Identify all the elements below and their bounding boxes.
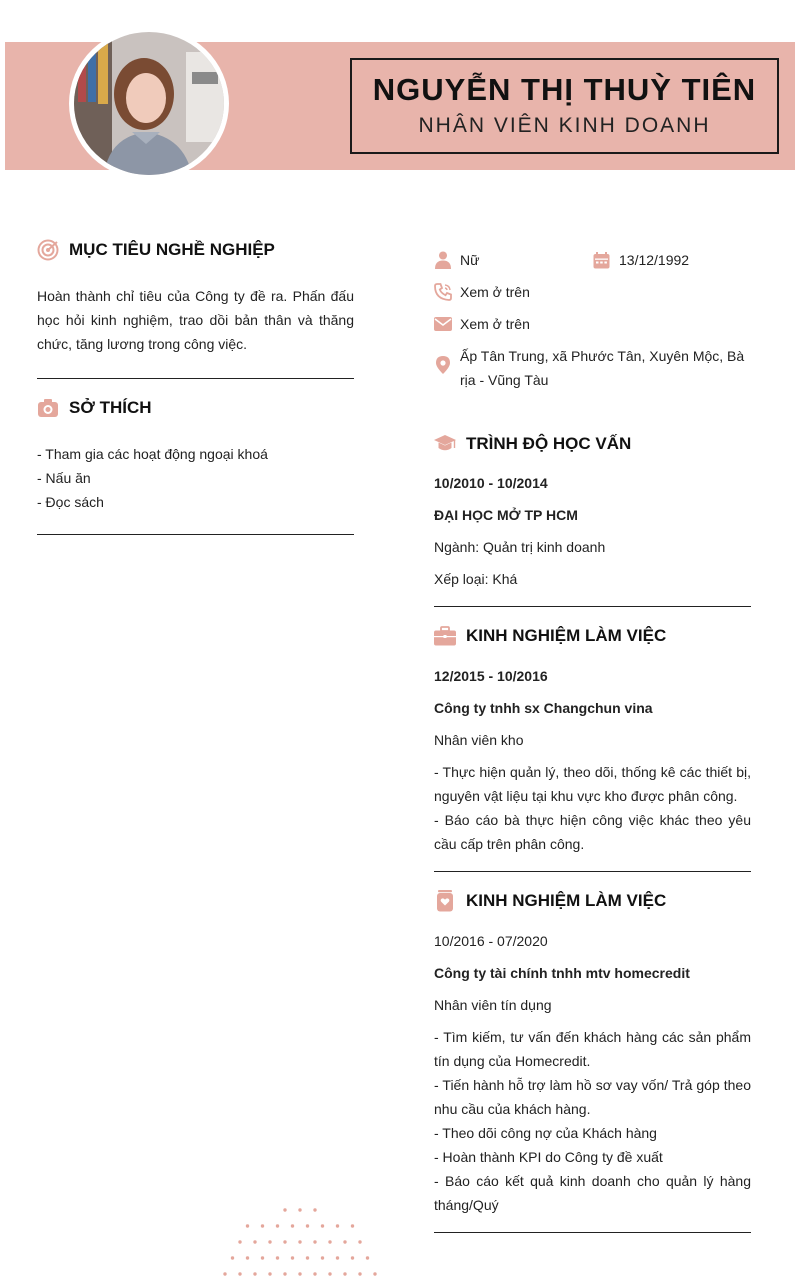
decorative-dot-pattern — [205, 1205, 395, 1288]
jar-heart-icon — [434, 890, 456, 912]
list-item: - Nấu ăn — [37, 470, 91, 486]
decorative-dot — [336, 1256, 339, 1259]
education-grade: Xếp loại: Khá — [434, 571, 518, 587]
decorative-dot — [231, 1256, 234, 1259]
location-pin-icon — [434, 356, 452, 374]
career-goal-heading-row — [37, 237, 354, 263]
experience-1-duties — [434, 760, 751, 856]
divider — [434, 606, 751, 607]
decorative-dot — [328, 1272, 331, 1275]
decorative-dot — [313, 1272, 316, 1275]
decorative-dot — [358, 1272, 361, 1275]
list-item: - Thực hiện quản lý, theo dõi, thống kê các thiết bị, nguyên vật liệu tại khu vực kho được phân công. — [434, 764, 751, 804]
decorative-dot — [328, 1240, 331, 1243]
divider — [434, 1232, 751, 1233]
phone-icon — [434, 283, 452, 301]
email-item — [434, 312, 751, 336]
decorative-dot — [283, 1240, 286, 1243]
phone-value: Xem ở trên — [460, 284, 530, 300]
education-heading: TRÌNH ĐỘ HỌC VẤN — [466, 434, 632, 453]
decorative-dot — [313, 1240, 316, 1243]
divider — [434, 871, 751, 872]
decorative-dot — [313, 1208, 316, 1211]
left-column — [37, 237, 354, 535]
decorative-dot — [321, 1224, 324, 1227]
career-goal-text: Hoàn thành chỉ tiêu của Công ty đề ra. Phấn đấu học hỏi kinh nghiệm, trao dồi bản thân và thăng chức, tăng lương trong công việc. — [37, 288, 354, 352]
person-icon — [434, 251, 452, 269]
decorative-dot — [306, 1224, 309, 1227]
experience-2-position: Nhân viên tín dụng — [434, 997, 552, 1013]
hobbies-heading-row — [37, 395, 354, 421]
candidate-name: NGUYỄN THỊ THUỲ TIÊN — [372, 72, 757, 107]
decorative-dot — [223, 1272, 226, 1275]
job-title: NHÂN VIÊN KINH DOANH — [418, 114, 711, 137]
experience-1-position: Nhân viên kho — [434, 732, 524, 748]
avatar — [69, 27, 229, 180]
decorative-dot — [298, 1208, 301, 1211]
decorative-dot — [373, 1272, 376, 1275]
decorative-dot — [291, 1224, 294, 1227]
experience-2-heading: KINH NGHIỆM LÀM VIỆC — [466, 891, 667, 910]
experience-2-company: Công ty tài chính tnhh mtv homecredit — [434, 965, 690, 981]
decorative-dot — [246, 1224, 249, 1227]
address-value: Ấp Tân Trung, xã Phước Tân, Xuyên Mộc, Bà rịa - Vũng Tàu — [460, 348, 745, 388]
divider — [37, 378, 354, 379]
decorative-dot — [336, 1224, 339, 1227]
decorative-dot — [246, 1256, 249, 1259]
list-item: - Đọc sách — [37, 494, 104, 510]
list-item: - Theo dõi công nợ của Khách hàng — [434, 1125, 657, 1141]
career-goal-heading: MỤC TIÊU NGHỀ NGHIỆP — [69, 240, 275, 259]
decorative-dot — [351, 1224, 354, 1227]
list-item: - Hoàn thành KPI do Công ty đề xuất — [434, 1149, 663, 1165]
experience-2-period: 10/2016 - 07/2020 — [434, 933, 548, 949]
phone-item — [434, 280, 751, 304]
decorative-dot — [283, 1208, 286, 1211]
experience-2-heading-row — [434, 888, 751, 914]
birthday-item — [592, 248, 689, 272]
decorative-dot — [358, 1240, 361, 1243]
decorative-dot — [261, 1224, 264, 1227]
graduation-cap-icon — [434, 433, 456, 455]
education-period: 10/2010 - 10/2014 — [434, 475, 548, 491]
decorative-dot — [291, 1256, 294, 1259]
education-major: Ngành: Quản trị kinh doanh — [434, 539, 606, 555]
decorative-dot — [276, 1224, 279, 1227]
decorative-dot — [253, 1240, 256, 1243]
decorative-dot — [343, 1240, 346, 1243]
birthday-value: 13/12/1992 — [619, 252, 690, 268]
contact-row-1 — [434, 248, 751, 272]
hobbies-heading: SỞ THÍCH — [69, 398, 152, 417]
decorative-dot — [261, 1256, 264, 1259]
list-item: - Báo cáo kết quả kinh doanh cho quản lý hàng tháng/Quý — [434, 1173, 751, 1213]
education-heading-row — [434, 431, 751, 457]
profile-photo — [74, 32, 224, 175]
email-value: Xem ở trên — [460, 316, 530, 332]
right-column — [434, 248, 751, 1233]
experience-1-company: Công ty tnhh sx Changchun vina — [434, 700, 653, 716]
hobbies-list — [37, 442, 354, 514]
decorative-dot — [298, 1240, 301, 1243]
decorative-dot — [343, 1272, 346, 1275]
experience-2-duties — [434, 1025, 751, 1217]
decorative-dot — [268, 1272, 271, 1275]
decorative-dot — [238, 1240, 241, 1243]
experience-1-heading-row — [434, 623, 751, 649]
decorative-dot — [238, 1272, 241, 1275]
divider — [37, 534, 354, 535]
list-item: - Tìm kiếm, tư vấn đến khách hàng các sản phẩm tín dụng của Homecredit. — [434, 1029, 751, 1069]
list-item: - Tham gia các hoạt động ngoại khoá — [37, 446, 268, 462]
list-item: - Báo cáo bà thực hiện công việc khác theo yêu cầu cấp trên phân công. — [434, 812, 751, 852]
camera-icon — [37, 397, 59, 419]
decorative-dot — [253, 1272, 256, 1275]
decorative-dot — [351, 1256, 354, 1259]
decorative-dot — [276, 1256, 279, 1259]
calendar-icon — [592, 251, 610, 269]
envelope-icon — [434, 315, 452, 333]
gender-item — [434, 248, 592, 272]
education-school: ĐẠI HỌC MỞ TP HCM — [434, 507, 578, 523]
decorative-dot — [298, 1272, 301, 1275]
decorative-dot — [306, 1256, 309, 1259]
experience-1-period: 12/2015 - 10/2016 — [434, 668, 548, 684]
decorative-dot — [321, 1256, 324, 1259]
experience-1-heading: KINH NGHIỆM LÀM VIỆC — [466, 626, 667, 645]
decorative-dot — [283, 1272, 286, 1275]
target-icon — [37, 239, 59, 261]
address-item — [434, 344, 751, 392]
briefcase-icon — [434, 625, 456, 647]
gender-value: Nữ — [460, 252, 480, 268]
decorative-dot — [268, 1240, 271, 1243]
decorative-dot — [366, 1256, 369, 1259]
list-item: - Tiến hành hỗ trợ làm hồ sơ vay vốn/ Trả góp theo nhu cầu của khách hàng. — [434, 1077, 751, 1117]
name-box — [350, 58, 779, 154]
